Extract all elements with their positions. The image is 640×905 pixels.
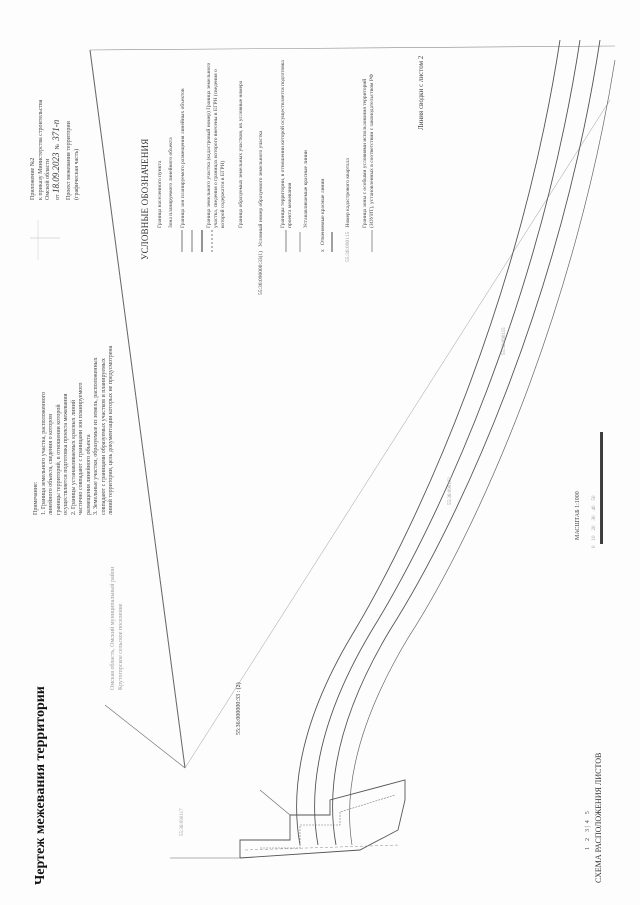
notes-line: Примечание: (33, 481, 39, 515)
legend-title: УСЛОВНЫЕ ОБОЗНАЧЕНИЯ (140, 138, 150, 260)
notes-line: 1. Граница земельного участка, расположенного (40, 391, 47, 515)
scheme-sheet-4: 4 (585, 820, 591, 824)
notes-line: частично совпадают с границами зон планируемого (78, 382, 84, 515)
legend-item-text: Границы территории, в отношении которой осуществляется подготовка проекта межевания (280, 60, 293, 228)
legend-item-text: Зона планируемого линейного объекта (168, 137, 174, 228)
notes-line: 3. Земельные участки, образуемые из земель, расположенных (93, 357, 99, 515)
notes-line: линий территории, цель документации которых не предусмотрена (108, 345, 114, 515)
legend-item-text: Граница зон планируемого размещения линейных объектов (180, 88, 186, 228)
road-curve-2 (315, 40, 580, 845)
scale-label: МАСШТАБ 1:1000 (575, 491, 581, 540)
scale-tick: 30 (592, 515, 597, 521)
boundary-diagonal-lower (105, 705, 185, 768)
scheme-sheet-2: 2 (585, 838, 591, 841)
boundary-to-parcel (185, 100, 610, 768)
legend-item (238, 58, 245, 228)
scheme-sheet-3: 3 (585, 829, 591, 832)
zone-label-1: 55:36:090117 (180, 808, 185, 836)
legend-item (362, 58, 376, 228)
scheme-sheet-5: 5 (585, 811, 591, 815)
legend-item (345, 62, 352, 262)
handwritten-number: 371-п (50, 119, 61, 141)
page-title: Чертеж межевания территории (33, 686, 48, 885)
legend-item-text: Граница зоны с особыми условиями использования территорий (ЗОУИТ), установленных в соответствии с законодательством РФ (362, 73, 375, 228)
legend-item (320, 82, 327, 252)
notes-line: размещения линейного объекта (85, 434, 92, 515)
footer-note (110, 567, 125, 690)
legend-item-text: Граница земельного участка (кадастровый номер) Граница земельного участка, сведения о границах которого внесены в ЕГРН (сведения о которой содержатся в ЕГРН) (206, 62, 226, 228)
legend-item (258, 95, 265, 295)
approval-line: Приложение №2 (30, 157, 36, 200)
scheme-sheets: 1 2 3 | 4 5 (585, 811, 591, 850)
scheme-sheet-1: 1 (585, 847, 591, 850)
notes-line: линейного объекта, сведения о котором (48, 414, 54, 515)
legend-item (303, 58, 310, 228)
notes-block (33, 346, 116, 515)
footer-note-line: Крутогорское сельское поселение (117, 603, 124, 690)
approval-date-line (50, 100, 63, 200)
legend-item-text: Номер кадастрового квартала (345, 158, 351, 228)
approval-line: к приказу Министерства строительства (37, 99, 44, 200)
road-curve-1 (297, 40, 560, 845)
legend-item (280, 58, 294, 228)
approval-line: Омской области (45, 158, 51, 200)
notes-line: совпадают с границами образуемых участков и планируемых (100, 358, 107, 515)
approval-from: от (54, 192, 61, 200)
parcel-outline (240, 780, 405, 858)
parcel-label: 55:36:000000:33 : (2) (236, 682, 242, 735)
legend-item-text: Граница населенного пункта (157, 160, 163, 228)
legend-item (206, 58, 227, 228)
approval-line: Проект межевания территории (66, 121, 72, 200)
zone-label-2: 55:36:090102 (448, 477, 453, 505)
parcel-dashed-line (245, 845, 400, 850)
legend-item-symbol: x (320, 249, 326, 252)
boundary-top-edge (90, 46, 615, 50)
scheme-title: СХЕМА РАСПОЛОЖЕНИЯ ЛИСТОВ (594, 752, 603, 883)
matchline-label: Линия сводки с листом 2 (417, 55, 425, 130)
legend-item-text: Условный номер образуемого земельного участка (258, 130, 264, 247)
legend-item-text: Устанавливаемые красные линии (303, 150, 309, 228)
notes-line: границы территорий, в отношении которой (55, 404, 62, 515)
legend-item (157, 88, 164, 228)
handwritten-date: 18.09.2023 (50, 152, 61, 193)
legend-item-symbol: 55:36:090000:33(1) (258, 251, 264, 295)
footer-note-line: Омская область, Омский муниципальный район (110, 566, 116, 690)
notes-line: осуществляется подготовка проекта межевания (63, 393, 69, 515)
notes-line: 2. Границы устанавливаемых красных линий (70, 399, 77, 515)
road-curve-4 (350, 60, 615, 845)
approval-block (30, 100, 81, 200)
legend-item-symbol: 55:36:090115 (345, 231, 351, 262)
parcel-edge-top (260, 790, 290, 815)
legend-item (180, 88, 187, 228)
scale-bar (600, 432, 603, 544)
scale-tick: 50 (592, 495, 597, 501)
zone-label-3: 55:36:090115 (502, 327, 507, 355)
scale-tick: 10 (592, 535, 597, 541)
scale-tick: 40 (592, 505, 597, 511)
scale-tick: 20 (592, 525, 597, 531)
scale-ticks (592, 496, 597, 549)
legend-item-text: Отменяемые красные линии (320, 178, 326, 246)
number-sign: № (54, 142, 61, 151)
approval-line: (графическая часть) (73, 148, 80, 200)
scale-tick: 0 (592, 545, 597, 548)
legend-item-text: Граница образуемых земельных участков, их условные номера (238, 80, 244, 228)
legend-item (168, 88, 175, 228)
